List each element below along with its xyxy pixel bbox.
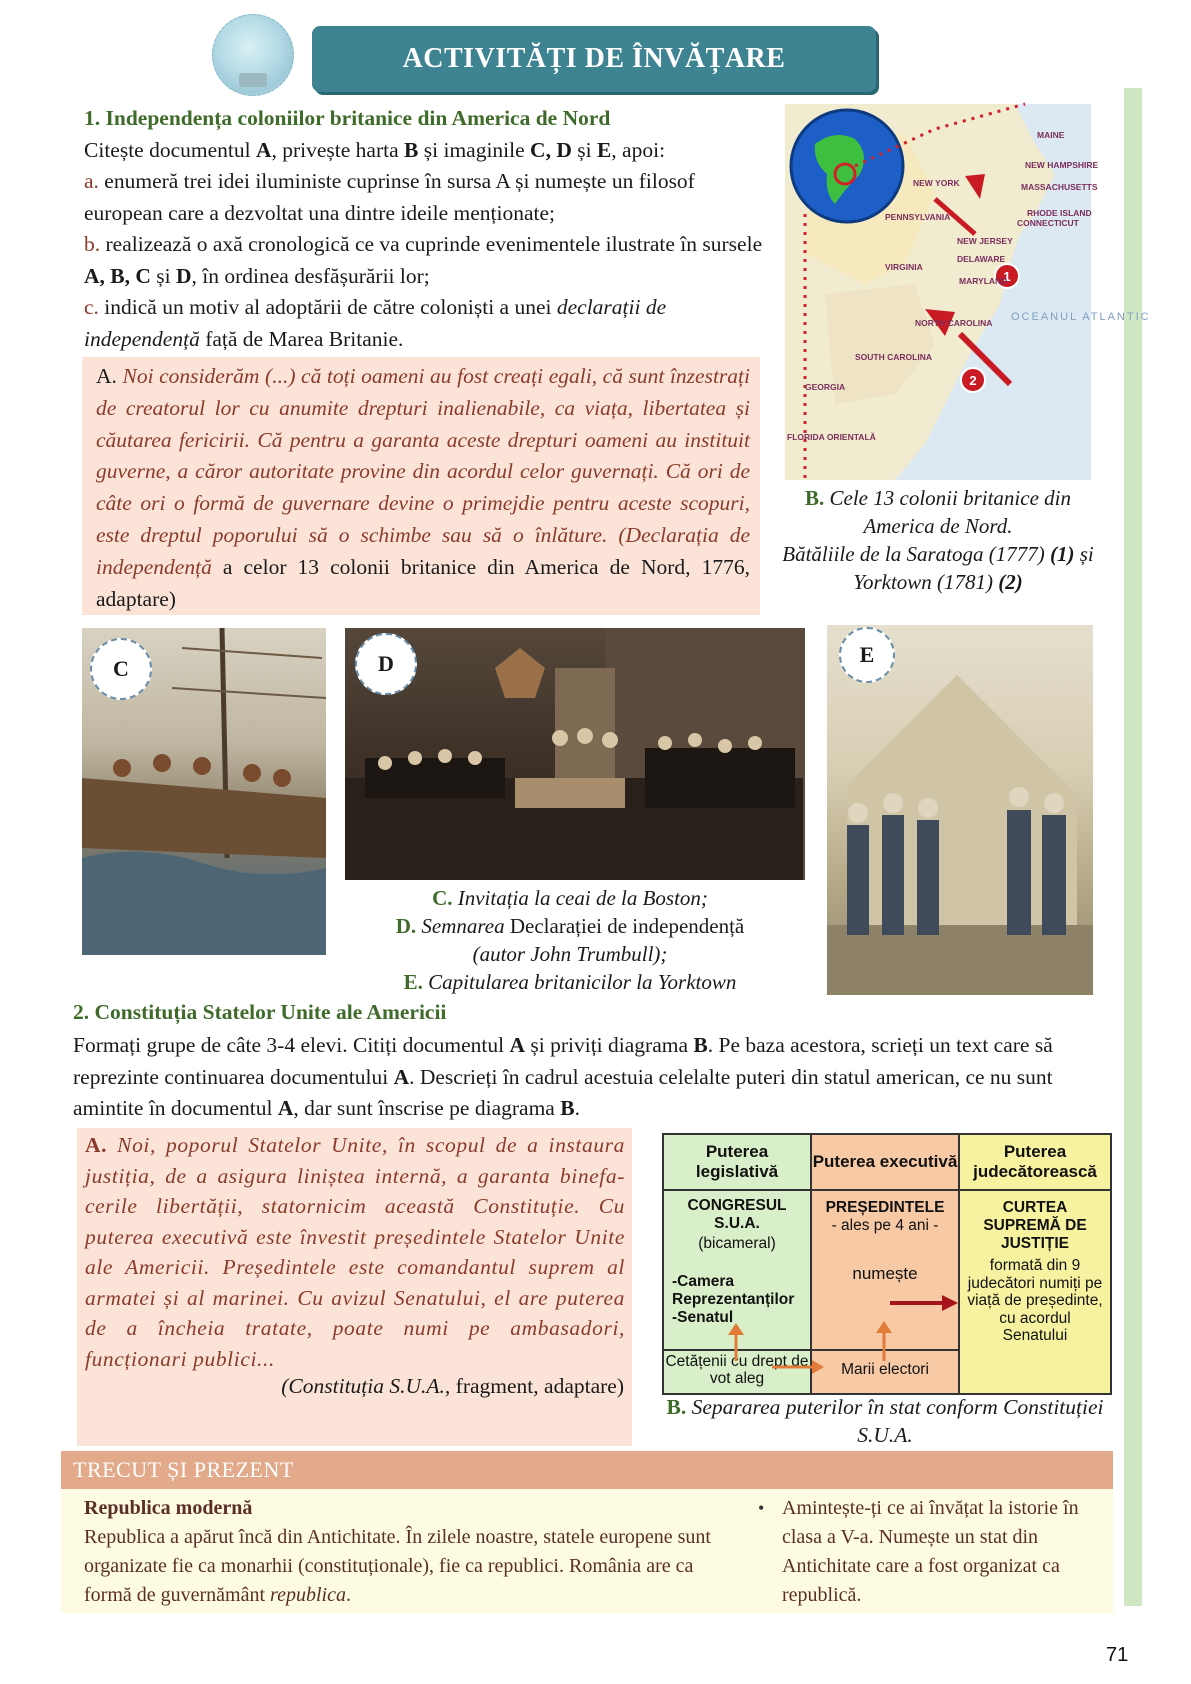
diagram-arrows	[664, 1135, 1110, 1393]
judicial-header: Puterea judecătorească	[960, 1135, 1110, 1191]
map-label: RHODE ISLAND	[1027, 208, 1092, 218]
page-number: 71	[1106, 1644, 1129, 1666]
president-title: PREȘEDINTELE	[825, 1199, 945, 1216]
right-arrow-head-icon	[812, 1360, 824, 1374]
separation-of-powers-diagram	[662, 1133, 1112, 1395]
map-label: PENNSYLVANIA	[885, 212, 951, 222]
yorktown-surrender-image	[827, 625, 1093, 995]
electors-label: Marii electori	[841, 1361, 929, 1378]
house-item: -Camera Reprezentanților	[672, 1273, 795, 1308]
section1-heading: 1. Independența coloniilor britanice din America de Nord	[84, 106, 611, 130]
map-label: VIRGINIA	[885, 262, 923, 272]
map-label: CONNECTICUT	[1017, 218, 1079, 228]
map-label: NEW JERSEY	[957, 236, 1013, 246]
up-arrow-head-icon	[876, 1321, 892, 1333]
modern-republic-text: Republica modernă Republica a apărut încă din Antichitate. În zilele noastre, statele europene sunt organizate fie ca monarhii (constituționale), fie ca republici. România are ca formă de guvernământ republica.	[84, 1494, 744, 1610]
section1-item-a: a. enumeră trei idei iluministe cuprinse în sursa A și numește un filosof european care a dezvoltat una dintre ideile menționate;	[84, 169, 695, 225]
supreme-court-desc: formată din 9 judecători numiți pe viață de președinte, cu acordul Senatului	[967, 1257, 1103, 1344]
map-label: MASSACHUSETTS	[1021, 182, 1098, 192]
section1-text	[84, 103, 764, 355]
lightbulb-logo-icon	[212, 14, 294, 96]
page-title: ACTIVITĂȚI DE ÎNVĂȚARE	[312, 26, 876, 92]
source-a-quote-box: A. Noi considerăm (...) că toți oameni au fost creați egali, că sunt înzestrați de creatorul lor cu anumite drepturi inalienabile, ca viața, libertatea și căutarea fericirii. Că pentru a garanta aceste drepturi oameni au instituit guverne, a căror autoritate provine din acordul celor guvernați. Că ori de câte ori o formă de guvernare devine o primejdie pentru aceste scopuri, este dreptul poporului să o schimbe sau să o înlăture. (Declarația de independență a celor 13 colonii britanice din America de Nord, 1776, adaptare)	[82, 357, 760, 615]
constitution-quote-source: (Constituția S.U.A., fragment, adaptare)	[281, 1374, 624, 1398]
section1-item-c: c. indică un motiv al adoptării de către coloniști a unei declarații de independență față de Marea Britanie.	[84, 295, 667, 351]
image-e-badge: E	[839, 627, 895, 683]
declaration-signing-image	[345, 628, 803, 880]
reminder-text: • Amintește-ți ce ai învățat la istorie în clasa a V-a. Numește un stat din Antichitate care a fost organizat ca republică.	[758, 1494, 1098, 1610]
section2-heading: 2. Constituția Statelor Unite ale Americii	[73, 1000, 447, 1024]
map-label: NEW YORK	[913, 178, 960, 188]
congress-title: CONGRESUL S.U.A.	[687, 1197, 787, 1232]
section1-item-b: b. realizează o axă cronologică ce va cuprinde evenimentele ilustrate în sursele A, B, C și D, în ordinea desfășurării lor;	[84, 232, 763, 288]
map-label: GEORGIA	[805, 382, 846, 392]
map-label: NEW HAMPSHIRE	[1025, 160, 1099, 170]
appoint-arrow-head-icon	[942, 1295, 958, 1311]
map-label: SOUTH CAROLINA	[855, 352, 932, 362]
map-label: MAINE	[1037, 130, 1065, 140]
diagram-b-caption: B. Separarea puterilor în stat conform Constituției S.U.A.	[666, 1395, 1104, 1447]
map-marker-2: 2	[969, 373, 977, 388]
map-label: DELAWARE	[957, 254, 1006, 264]
up-arrow-head-icon	[728, 1323, 744, 1335]
executive-header: Puterea executivă	[812, 1135, 958, 1191]
president-term: - ales pe 4 ani -	[831, 1217, 939, 1234]
supreme-court-title: CURTEA SUPREMĂ DE JUSTIȚIE	[983, 1199, 1087, 1252]
senate-item: -Senatul	[672, 1309, 734, 1326]
map-drawing	[785, 104, 1151, 480]
modern-republic-title: Republica modernă	[84, 1497, 253, 1519]
congress-sub: (bicameral)	[698, 1235, 776, 1252]
section1-instruction: Citește documentul A, privește harta B și imaginile C, D și E, apoi:	[84, 137, 666, 162]
map-label: NORTH CAROLINA	[915, 318, 993, 328]
map-label: MARYLAND	[959, 276, 1008, 286]
citizens-vote: Cetățenii cu drept de vot aleg	[665, 1353, 809, 1387]
map-ocean-label: OCEANUL ATLANTIC	[1011, 311, 1151, 323]
image-d-badge: D	[355, 633, 417, 695]
map-b-caption: B. Cele 13 colonii britanice din America de Nord. Bătăliile de la Saratoga (1777) (1) și Yorktown (1781) (2)	[782, 486, 1094, 594]
images-cde-caption: C. Invitația la ceai de la Boston; D. Semnarea Declarației de independență (autor John Trumbull); E. Capitularea britanicilor la Yorktown	[395, 886, 745, 994]
legislative-header: Puterea legislativă	[664, 1135, 810, 1191]
constitution-quote-box: A. Noi, poporul Statelor Unite, în scopul de a instaura justiția, de a asigura liniștea internă, a garanta binefa-cerile libertății, statornicim această Constituție. Cu puterea executivă este învestit președintele Statelor Unite ale Americii. Președintele este comandantul suprem al armatei și al marinei. Cu avizul Senatului, el are puterea de a încheia tratate, poate numi pe ambasadori, funcționari publici... (Constituția S.U.A., fragment, adaptare)	[77, 1128, 632, 1446]
boston-tea-party-image	[82, 628, 326, 955]
image-c-badge: C	[90, 638, 152, 700]
past-present-bar: TRECUT ȘI PREZENT	[61, 1451, 1113, 1489]
map-label: FLORIDA ORIENTALĂ	[787, 432, 876, 442]
section2-instruction: Formați grupe de câte 3-4 elevi. Citiți documentul A și priviți diagrama B. Pe baza acestora, scrieți un text care să reprezinte continuarea documentului A. Descrieți în cadrul acestuia celelalte puteri din statul american, ce nu sunt amintite în documentul A, dar sunt înscrise pe diagrama B.	[73, 1033, 1053, 1120]
map-marker-1: 1	[1003, 269, 1011, 284]
colonies-map	[785, 104, 1151, 480]
appoints-label: numește	[852, 1264, 918, 1283]
bullet-icon: •	[758, 1498, 765, 1518]
